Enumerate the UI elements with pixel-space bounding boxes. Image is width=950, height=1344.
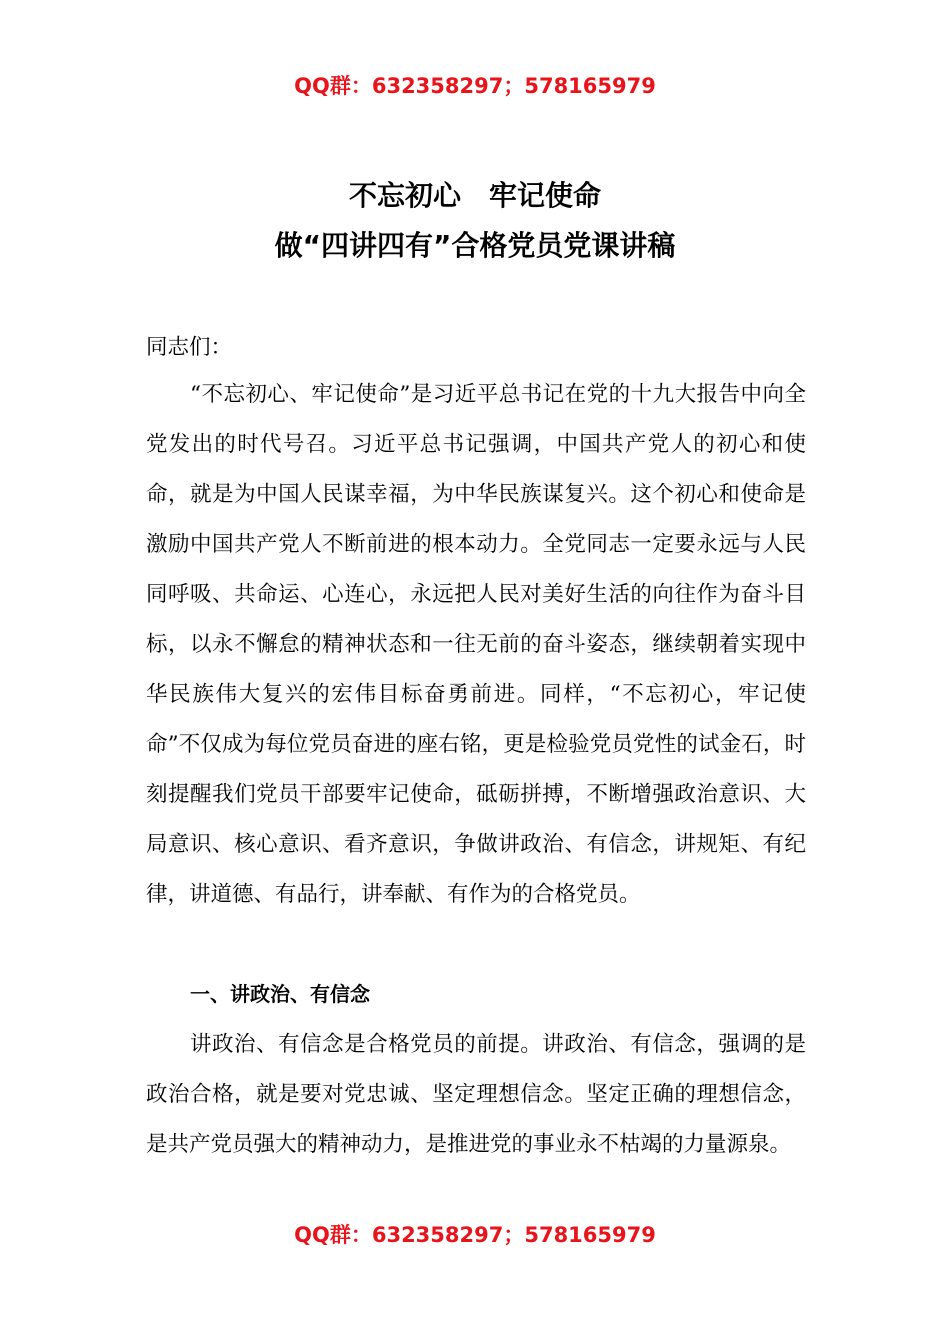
- document-title-line-2: 做“四讲四有”合格党员党课讲稿: [274, 229, 676, 262]
- body-paragraph-2: 讲政治、有信念是合格党员的前提。讲政治、有信念，强调的是政治合格，就是要对党忠诚、坚定理想信念。坚定正确的理想信念，是共产党员强大的精神动力，是推进党的事业永不枯竭的力量源泉。: [146, 1032, 806, 1157]
- document-title-line-1: 不忘初心 牢记使命: [348, 179, 601, 212]
- section-heading-1: 一、讲政治、有信念: [190, 982, 370, 1006]
- salutation: 同志们：: [146, 335, 233, 360]
- footer-qq-group-banner: QQ群：632358297；578165979: [294, 1223, 656, 1247]
- body-paragraph-1: “不忘初心、牢记使命”是习近平总书记在党的十九大报告中向全党发出的时代号召。习近平总书记强调，中国共产党人的初心和使命，就是为中国人民谋幸福，为中华民族谋复兴。这个初心和使命是激励中国共产党人不断前进的根本动力。全党同志一定要永远与人民同呼吸、共命运、心连心，永远把人民对美好生活的向往作为奋斗目标，以永不懈怠的精神状态和一往无前的奋斗姿态，继续朝着实现中华民族伟大复兴的宏伟目标奋勇前进。同样，“不忘初心，牢记使命”不仅成为每位党员奋进的座右铭，更是检验党员党性的试金石，时刻提醒我们党员干部要牢记使命，砥砺拼搏，不断增强政治意识、大局意识、核心意识、看齐意识，争做讲政治、有信念，讲规矩、有纪律，讲道德、有品行，讲奉献、有作为的合格党员。: [146, 382, 806, 907]
- header-qq-group-banner: QQ群：632358297；578165979: [294, 74, 656, 98]
